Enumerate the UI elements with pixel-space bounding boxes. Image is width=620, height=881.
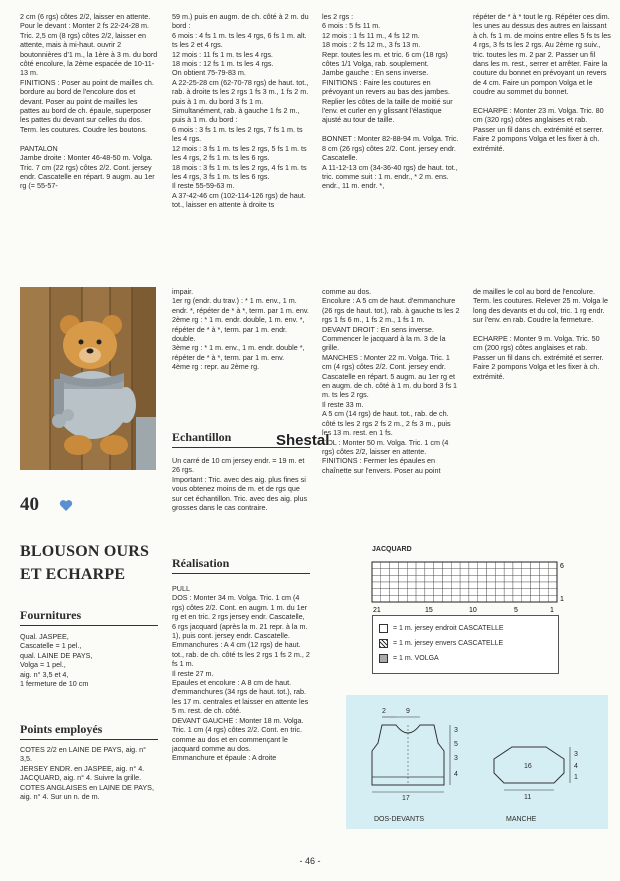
jacquard-cell: [495, 562, 504, 569]
jacquard-cell: [469, 582, 478, 589]
jacquard-cell: [495, 575, 504, 582]
jacquard-cell: [469, 595, 478, 602]
jacquard-cell: [407, 569, 416, 576]
jacquard-cell: [451, 569, 460, 576]
jacquard-cell: [416, 575, 425, 582]
front-caption: DOS-DEVANTS: [374, 816, 425, 823]
jacquard-cell: [390, 569, 399, 576]
front-top-label-2: 9: [406, 708, 410, 715]
jacquard-cell: [442, 562, 451, 569]
jacquard-cell: [398, 595, 407, 602]
jacquard-cell: [451, 589, 460, 596]
jacquard-cell: [513, 569, 522, 576]
jacquard-cell: [478, 595, 487, 602]
jacquard-cell: [522, 575, 531, 582]
jacquard-cell: [425, 569, 434, 576]
jacquard-cell: [416, 569, 425, 576]
jacquard-cell: [539, 582, 548, 589]
jacquard-cell: [425, 589, 434, 596]
jacquard-cell: [539, 595, 548, 602]
legend-label-endroit: = 1 m. jersey endroit CASCATELLE: [393, 625, 504, 632]
jacquard-cell: [531, 582, 540, 589]
jacquard-cell: [478, 582, 487, 589]
jacquard-cell: [416, 589, 425, 596]
jacquard-y-label-top: 6: [560, 563, 564, 570]
jacquard-cell: [478, 575, 487, 582]
front-right-label-4: 4: [454, 771, 458, 778]
jacquard-x-label-5: 5: [514, 607, 518, 614]
jacquard-cell: [460, 595, 469, 602]
jacquard-cell: [539, 569, 548, 576]
jacquard-cell: [407, 582, 416, 589]
jacquard-cell: [398, 569, 407, 576]
jacquard-cell: [372, 569, 381, 576]
jacquard-cell: [469, 569, 478, 576]
sleeve-right-label-1: 3: [574, 751, 578, 758]
pattern-title: BLOUSON OURS ET ECHARPE: [20, 543, 150, 583]
legend-box-filled: [379, 654, 388, 663]
jacquard-cell: [522, 595, 531, 602]
jacquard-cell: [513, 562, 522, 569]
jacquard-cell: [460, 589, 469, 596]
jacquard-cell: [381, 569, 390, 576]
jacquard-cell: [434, 575, 443, 582]
jacquard-cell: [478, 569, 487, 576]
jacquard-y-label-bottom: 1: [560, 596, 564, 603]
jacquard-cell: [372, 589, 381, 596]
watermark: Shestal: [276, 432, 330, 449]
jacquard-cell: [434, 589, 443, 596]
jacquard-cell: [407, 562, 416, 569]
jacquard-cell: [504, 569, 513, 576]
jacquard-cell: [460, 582, 469, 589]
legend-row-volga: [379, 651, 558, 666]
points-text: COTES 2/2 en LAINE DE PAYS, aig. n° 3,5. JERSEY ENDR. en JASPEE, aig. n° 4. JACQUARD, aig. n° 4. Suivre la grille. COTES ANGLAISES en LAINE DE PAYS, aig. n° 4. Sur un n. de m.: [20, 745, 154, 802]
jacquard-cell: [469, 575, 478, 582]
jacquard-x-label-1: 1: [550, 607, 554, 614]
jacquard-cell: [451, 575, 460, 582]
jacquard-cell: [434, 582, 443, 589]
jacquard-cell: [504, 595, 513, 602]
schematic-panel: [346, 695, 608, 829]
jacquard-cell: [425, 582, 434, 589]
front-right-label-2: 5: [454, 741, 458, 748]
jacquard-cell: [504, 589, 513, 596]
jacquard-cell: [434, 562, 443, 569]
pattern-number: 40: [20, 494, 39, 515]
heart-icon: [59, 499, 73, 512]
page-number: - 46 -: [299, 856, 321, 866]
jacquard-cell: [504, 575, 513, 582]
legend-box-hatched: [379, 639, 388, 648]
jacquard-cell: [487, 575, 496, 582]
sleeve-bottom-label: 11: [524, 794, 532, 801]
jacquard-cell: [513, 575, 522, 582]
fournitures-text: Qual. JASPEE, Cascatelle = 1 pel., qual. LAINE DE PAYS, Volga = 1 pel., aig. n° 3,5 et 4, 1 fermeture de 10 cm: [20, 632, 93, 689]
jacquard-cell: [522, 589, 531, 596]
jacquard-cell: [390, 562, 399, 569]
jacquard-title: JACQUARD: [372, 546, 412, 553]
jacquard-cell: [487, 582, 496, 589]
jacquard-cell: [460, 569, 469, 576]
legend-row-envers: [379, 636, 558, 651]
jacquard-cell: [460, 562, 469, 569]
jacquard-cell: [398, 562, 407, 569]
jacquard-cell: [513, 589, 522, 596]
jacquard-cell: [434, 569, 443, 576]
front-bottom-label: 17: [402, 795, 410, 802]
top-column-3: les 2 rgs : 6 mois : 5 fs 11 m. 12 mois : 1 fs 11 m., 4 fs 12 m. 18 mois : 2 fs 12 m., 3 fs 13 m. Repr. toutes les m. et tric. 6 cm (18 rgs) côtes 1/1 Volga, rab. souplement. Jambe gauche : En sens inverse. FINITIONS : Faire les coutures en prévoyant un revers au bas des jambes. Replier les côtes de la taille de moitié sur l'env. et curler en y glissant l'élastique ajusté au tour de taille. BONNET : Monter 82-88-94 m. Volga. Tric. 8 cm (26 rgs) côtes 2/2. Cont. jersey endr. Cascatelle. A 11-12-13 cm (34-36-40 rgs) de haut. tot., tric. comme suit : 1 m. endr., * 2 m. ens. endr., 11 m. endr. *,: [322, 12, 459, 191]
jacquard-cell: [469, 589, 478, 596]
jacquard-cell: [504, 582, 513, 589]
jacquard-cell: [478, 562, 487, 569]
realisation-heading: Réalisation: [172, 556, 310, 574]
jacquard-cell: [442, 575, 451, 582]
jacquard-cell: [539, 562, 548, 569]
jacquard-legend: [372, 615, 559, 674]
jacquard-cell: [398, 575, 407, 582]
jacquard-cell: [381, 562, 390, 569]
jacquard-cell: [548, 595, 557, 602]
sleeve-center-label: 16: [524, 763, 532, 770]
schematic-drawings: [346, 695, 608, 829]
jacquard-cell: [548, 575, 557, 582]
jacquard-cell: [407, 575, 416, 582]
jacquard-cell: [531, 575, 540, 582]
jacquard-cell: [531, 589, 540, 596]
jacquard-cell: [390, 589, 399, 596]
fournitures-heading: Fournitures: [20, 608, 158, 626]
echantillon-text: Un carré de 10 cm jersey endr. = 19 m. et 26 rgs. Important : Tric. avec des aig. plus fines si vous obtenez moins de m. et de rgs que sur cet échantillon. Tric. avec des aig. plus grosses dans le cas contraire.: [172, 456, 308, 513]
jacquard-cell: [390, 582, 399, 589]
jacquard-cell: [390, 575, 399, 582]
jacquard-cell: [548, 582, 557, 589]
jacquard-cell: [407, 595, 416, 602]
points-heading: Points employés: [20, 722, 158, 740]
sleeve-right-label-2: 4: [574, 763, 578, 770]
jacquard-cell: [522, 582, 531, 589]
col3-instructions: comme au dos. Encolure : A 5 cm de haut. d'emmanchure (26 rgs de haut. tot.), rab. à gauche ts les 2 rgs 1 fs 6 m., 1 fs 2 m., 1 fs 1 m. DEVANT DROIT : En sens inverse. Commencer le jacquard à la m. 3 de la grille. MANCHES : Monter 22 m. Volga. Tric. 1 cm (4 rgs) côtes 2/2. Cont. jersey endr. Cascatelle en répart. 5 augm. au 1er rg et en augm. de ch. côté à 1 m. du bord 3 fs 1 m. ts les 2 rgs. Il reste 33 m. A 5 cm (14 rgs) de haut. tot., rab. de ch. côté ts les 2 rgs 2 fs 2 m., 2 fs 3 m., puis les 13 m. rest. en 1 fs. COL : Monter 50 m. Volga. Tric. 1 cm (4 rgs) côtes 2/2, laisser en attente. FINITIONS : Fermer les épaules en chaînette sur l'envers. Poser au point: [322, 287, 460, 475]
jacquard-cell: [442, 569, 451, 576]
top-column-4: répéter de * à * tout le rg. Répéter ces dim. les unes au dessus des autres en laissant à ch. fs 1 m. de moins entre elles 5 fs ts les 4 rgs, 3 fs ts les 2 rgs. Au 2ème rg suiv., tric. toutes les m. 2 par 2. Passer un fil dans les m. rest., serrer et arrêter. Faire la couture du bonnet en prévoyant un revers de 4 cm. Faire un pompon Volga et le coudre au sommet du bonnet. ECHARPE : Monter 23 m. Volga. Tric. 80 cm (320 rgs) côtes anglaises et rab. Passer un fil dans ch. extrémité et serrer. Faire 2 pompons Volga et les fixer à ch. extrémité.: [473, 12, 611, 153]
jacquard-cell: [531, 562, 540, 569]
legend-label-envers: = 1 m. jersey envers CASCATELLE: [393, 640, 504, 647]
jacquard-cell: [434, 595, 443, 602]
sleeve-right-label-3: 1: [574, 774, 578, 781]
jacquard-cell: [381, 595, 390, 602]
jacquard-cell: [390, 595, 399, 602]
jacquard-cell: [416, 582, 425, 589]
jacquard-cell: [495, 569, 504, 576]
jacquard-cell: [372, 582, 381, 589]
col2-stitch-text: impair. 1er rg (endr. du trav.) : * 1 m. env., 1 m. endr. *, répéter de * à *, term. par 1 m. env. 2ème rg : * 1 m. endr. double, 1 m. env. *, répéter de * à *, term. par 1 m. endr. double. 3ème rg : * 1 m. env., 1 m. endr. double *, répéter de * à *, term. par 1 m. env. 4ème rg : repr. au 2ème rg.: [172, 287, 309, 372]
jacquard-cell: [372, 575, 381, 582]
jacquard-cell: [460, 575, 469, 582]
jacquard-cell: [539, 589, 548, 596]
jacquard-cell: [487, 562, 496, 569]
jacquard-cell: [407, 589, 416, 596]
jacquard-cell: [442, 589, 451, 596]
jacquard-x-label-21: 21: [373, 607, 381, 614]
top-column-1: 2 cm (6 rgs) côtes 2/2, laisser en attente. Pour le devant : Monter 2 fs 22-24-28 m. Tric. 2,5 cm (8 rgs) côtes 2/2, laisser en attente, mais à mi-haut. ouvrir 2 boutonnières d'1 m., la 1ère à 3 m. du bord côté encolure, la 2ème espacée de 10-11-13 m. FINITIONS : Poser au point de mailles ch. bordure au bord de l'encolure dos et devant. Poser au point de mailles les pattes au bord de ch. épaule, superposer les pattes du devant sur celles du dos. Term. les coutures. Coudre les boutons. PANTALON Jambe droite : Monter 46-48-50 m. Volga. Tric. 7 cm (22 rgs) côtes 2/2. Cont. jersey endr. Cascatelle en répart. 9 augm. au 1er rg (= 55-57-: [20, 12, 158, 191]
jacquard-cell: [425, 562, 434, 569]
echantillon-heading: Echantillon: [172, 430, 310, 448]
jacquard-cell: [539, 575, 548, 582]
jacquard-cell: [513, 595, 522, 602]
teddy-bear-photo: [20, 287, 156, 470]
jacquard-cell: [381, 582, 390, 589]
legend-row-endroit: [379, 621, 558, 636]
jacquard-cell: [531, 569, 540, 576]
jacquard-cell: [425, 575, 434, 582]
jacquard-cell: [398, 582, 407, 589]
jacquard-cell: [522, 569, 531, 576]
jacquard-cell: [416, 595, 425, 602]
jacquard-cell: [513, 582, 522, 589]
jacquard-cell: [495, 582, 504, 589]
top-column-2: 59 m.) puis en augm. de ch. côté à 2 m. du bord : 6 mois : 4 fs 1 m. ts les 4 rgs, 6 fs 1 m. alt. ts les 2 et 4 rgs. 12 mois : 11 fs 1 m. ts les 4 rgs. 18 mois : 12 fs 1 m. ts les 4 rgs. On obtient 75-79-83 m. A 22-25-28 cm (62-70-78 rgs) de haut. tot., rab. à droite ts les 2 rgs 1 fs 3 m., 1 fs 2 m. puis à 1 m. du bord 3 fs 1 m. Simultanément, rab. à gauche 1 fs 2 m., puis à 1 m. du bord : 6 mois : 3 fs 1 m. ts les 2 rgs, 7 fs 1 m. ts les 4 rgs. 12 mois : 3 fs 1 m. ts les 2 rgs, 5 fs 1 m. ts les 4 rgs, 2 fs 1 m. ts les 6 rgs. 18 mois : 3 fs 1 m. ts les 2 rgs, 4 fs 1 m. ts les 4 rgs, 3 fs 1 m. ts les 6 rgs. Il reste 55-59-63 m. A 37-42-46 cm (102-114-126 rgs) de haut. tot., laisser en attente à droite ts: [172, 12, 309, 210]
jacquard-cell: [487, 595, 496, 602]
jacquard-x-label-10: 10: [469, 607, 477, 614]
jacquard-cell: [451, 582, 460, 589]
jacquard-cell: [451, 562, 460, 569]
front-right-label-1: 3: [454, 727, 458, 734]
jacquard-cell: [531, 595, 540, 602]
col4-instructions: de mailles le col au bord de l'encolure. Term. les coutures. Relever 25 m. Volga le long des devants et du col, tric. 1 rg endr. sur l'env. en rab. Coudre la fermeture. ECHARPE : Monter 9 m. Volga. Tric. 50 cm (200 rgs) côtes anglaises et rab. Passer un fil dans ch. extrémité et serrer. Faire 2 pompons Volga et les fixer à ch. extrémité.: [473, 287, 609, 381]
jacquard-cell: [487, 589, 496, 596]
jacquard-cell: [442, 595, 451, 602]
jacquard-grid: [368, 556, 568, 614]
jacquard-cell: [522, 562, 531, 569]
jacquard-cell: [548, 589, 557, 596]
jacquard-cell: [478, 589, 487, 596]
jacquard-cell: [381, 575, 390, 582]
jacquard-cell: [495, 595, 504, 602]
jacquard-cell: [548, 569, 557, 576]
jacquard-cell: [451, 595, 460, 602]
jacquard-cell: [425, 595, 434, 602]
front-top-label-1: 2: [382, 708, 386, 715]
front-right-label-3: 3: [454, 755, 458, 762]
realisation-text: PULL DOS : Monter 34 m. Volga. Tric. 1 cm (4 rgs) côtes 2/2. Cont. en augm. 1 m. du 1er rg et en tric. 2 rgs jersey endr. Cascatelle, 6 rgs jacquard (après la m. 21 repr. à la m. 1), puis cont. jersey endr. Cascatelle. Emmanchures : A 4 cm (12 rgs) de haut. tot., rab. de ch. côté ts les 2 rgs 1 fs 2 m., 2 fs 1 m. Il reste 27 m. Epaules et encolure : A 8 cm de haut. d'emmanchures (34 rgs de haut. tot.), rab. les 17 m. centrales et laisser en attente les 5 m. rest. de ch. côté. DEVANT GAUCHE : Monter 18 m. Volga. Tric. 1 cm (4 rgs) côtes 2/2. Cont. en tric. comme au dos et en commençant le jacquard comme au dos. Emmanchure et épaule : A droite: [172, 584, 310, 763]
jacquard-cell: [442, 582, 451, 589]
jacquard-cell: [381, 589, 390, 596]
jacquard-cell: [504, 562, 513, 569]
legend-box-empty: [379, 624, 388, 633]
jacquard-cell: [416, 562, 425, 569]
jacquard-cell: [372, 595, 381, 602]
sleeve-caption: MANCHE: [506, 816, 537, 823]
jacquard-cell: [487, 569, 496, 576]
jacquard-cell: [469, 562, 478, 569]
jacquard-cell: [398, 589, 407, 596]
legend-label-volga: = 1 m. VOLGA: [393, 655, 439, 662]
jacquard-cell: [548, 562, 557, 569]
jacquard-x-label-15: 15: [425, 607, 433, 614]
jacquard-cell: [372, 562, 381, 569]
jacquard-cell: [495, 589, 504, 596]
